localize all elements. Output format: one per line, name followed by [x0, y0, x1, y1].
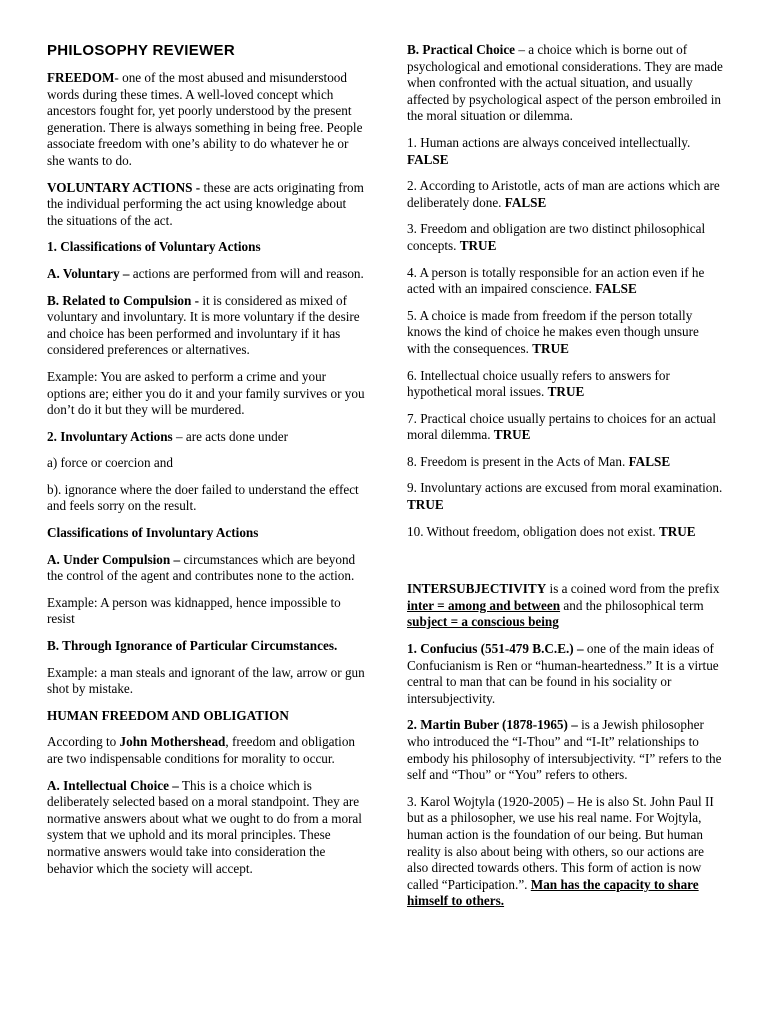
right-column [407, 42, 723, 920]
quiz-question: 4. A person is totally responsible for an action even if he acted with an impaired conscience. [407, 264, 705, 297]
quiz-item [407, 221, 723, 254]
quiz-question: 6. Intellectual choice usually refers to answers for hypothetical moral issues. [407, 367, 670, 400]
quiz-answer: FALSE [628, 453, 671, 469]
voluntary-actions-text: these are acts originating from the individual performing the act using knowledge about the situations of the act. [47, 179, 364, 228]
quiz-answer: TRUE [547, 384, 585, 400]
quiz-item [407, 308, 723, 358]
voluntary-a-text: actions are performed from will and reason. [129, 265, 364, 281]
quiz-question: 10. Without freedom, obligation does not exist. [407, 523, 659, 539]
involuntary-actions-text: – are acts done under [172, 428, 289, 444]
intersubjectivity-paragraph [407, 581, 723, 631]
quiz-answer: FALSE [595, 281, 637, 297]
quiz-item [407, 135, 723, 168]
quiz-question: 1. Human actions are always conceived intellectually. [407, 134, 691, 150]
quiz-item [407, 368, 723, 401]
under-compulsion-text: circumstances which are beyond the control of the agent and contributes none to the action. [47, 551, 356, 584]
quiz-answer: TRUE [532, 340, 569, 356]
mothershead-paragraph [47, 734, 365, 767]
compulsion-term: B. Related to Compulsion - [47, 292, 200, 308]
quiz-item [407, 411, 723, 444]
practical-choice-term: B. Practical Choice [407, 42, 516, 57]
freedom-obligation-heading [47, 708, 365, 725]
quiz-question: 5. A choice is made from freedom if the person totally knows the kind of choice he makes even though unsure with the consequences. [407, 307, 699, 356]
voluntary-classifications-heading [47, 239, 365, 256]
under-compulsion-paragraph [47, 552, 365, 585]
buber-text: is a Jewish philosopher who introduced the “I-Thou” and “I-It” relationships to embody his philosophy of intersubjectivity. “I” refers to the self and “Thou” or “You” refers to others. [407, 717, 722, 783]
ignorance-example: Example: a man steals and ignorant of the law, arrow or gun shot by mistake. [47, 664, 365, 697]
involuntary-actions-paragraph [47, 429, 365, 446]
ignorance-term: B. Through Ignorance of Particular Circumstances. [47, 638, 338, 654]
confucius-paragraph [407, 641, 723, 707]
voluntary-actions-paragraph [47, 180, 365, 230]
involuntary-item-a: a) force or coercion and [47, 455, 173, 471]
intellectual-choice-text: This is a choice which is deliberately selected based on a moral standpoint. They are normative answers about what we ought to do from a moral system that we uphold and its moral principles. These normative answers would take into consideration the behavior which the society will accept. [47, 777, 362, 876]
intersubjectivity-term: INTERSUBJECTIVITY [407, 581, 547, 597]
quiz-question: 7. Practical choice usually pertains to choices for an actual moral dilemma. [407, 410, 717, 443]
intersubjectivity-text-1: is a coined word from the prefix [546, 581, 720, 597]
inter-definition: inter = among and between [407, 597, 561, 613]
quiz-answer: FALSE [504, 194, 547, 210]
under-compulsion-term: A. Under Compulsion – [47, 551, 181, 567]
wojtyla-emphasis: Man has the capacity to share himself to others. [407, 876, 699, 909]
quiz-answer: TRUE [459, 237, 497, 253]
page-title: PHILOSOPHY REVIEWER [47, 42, 235, 59]
intellectual-choice-term: A. Intellectual Choice – [47, 777, 179, 793]
buber-paragraph [407, 717, 723, 783]
compulsion-example: Example: You are asked to perform a crime and your options are; either you do it and your family survives or you don’t do it but they will be murdered. [47, 368, 365, 418]
mothershead-pre: According to [47, 734, 120, 750]
quiz-question: 9. Involuntary actions are excused from moral examination. [407, 480, 723, 496]
left-column [47, 42, 365, 887]
quiz-item [407, 454, 723, 471]
intersubjectivity-text-2: and the philosophical term [560, 597, 704, 613]
quiz-answer: FALSE [407, 151, 449, 167]
wojtyla-paragraph [407, 794, 723, 910]
involuntary-classifications-heading-text: Classifications of Involuntary Actions [47, 525, 259, 541]
voluntary-a-term: A. Voluntary – [47, 265, 130, 281]
freedom-obligation-heading-text: HUMAN FREEDOM AND OBLIGATION [47, 707, 289, 723]
voluntary-a-paragraph [47, 266, 365, 283]
wojtyla-text: 3. Karol Wojtyla (1920-2005) – He is also St. John Paul II but as a philosopher, we use his real name. For Wojtyla, human action is the foundation of our being. But human reality is also about being with others, so our actions are also directed towards others. This form of action is now called “Participation.”. [407, 793, 714, 892]
mothershead-post: , freedom and obligation are two indispensable conditions for morality to occur. [47, 734, 356, 766]
quiz-question: 3. Freedom and obligation are two distinct philosophical concepts. [407, 221, 706, 253]
quiz-answer: TRUE [493, 427, 531, 443]
involuntary-item-b: b). ignorance where the doer failed to understand the effect and feels sorry on the result. [47, 481, 359, 514]
quiz-item [407, 524, 723, 541]
buber-term: 2. Martin Buber (1878-1965) – [407, 717, 578, 733]
voluntary-classifications-heading-text: 1. Classifications of Voluntary Actions [47, 239, 261, 255]
compulsion-paragraph [47, 293, 365, 359]
quiz-item [407, 480, 723, 513]
section-spacer [407, 550, 723, 581]
practical-choice-paragraph [407, 42, 723, 125]
freedom-term: FREEDOM [47, 70, 115, 85]
under-compulsion-example: Example: A person was kidnapped, hence impossible to resist [47, 594, 341, 627]
quiz-answer: TRUE [658, 523, 696, 539]
practical-choice-text: – a choice which is borne out of psychological and emotional considerations. They are made when confronted with the actual situation, and usually affected by psychological aspect of the person embroiled in the moral situation or dilemma. [407, 42, 723, 124]
ignorance-heading [47, 638, 365, 655]
involuntary-actions-term: 2. Involuntary Actions [47, 428, 173, 444]
quiz-question: 2. According to Aristotle, acts of man are actions which are deliberately done. [407, 178, 720, 210]
mothershead-name: John Mothershead [119, 734, 226, 750]
confucius-text: one of the main ideas of Confucianism is Ren or “human-heartedness.” It is a virtue central to man that can be found in his sociality or intersubjectivity. [407, 641, 719, 706]
freedom-text: - one of the most abused and misunderstood words during these times. A well-loved concept which ancestors fought for, yet poorly understood by the present generation. There is always something in being free. People associate freedom with one’s ability to do whatever he or she wants to do. [47, 70, 363, 168]
quiz-question: 8. Freedom is present in the Acts of Man. [407, 453, 629, 469]
quiz-item [407, 178, 723, 211]
subject-definition: subject = a conscious being [407, 614, 559, 630]
voluntary-actions-term: VOLUNTARY ACTIONS - [47, 179, 201, 195]
involuntary-classifications-heading [47, 525, 365, 542]
quiz-item [407, 265, 723, 298]
confucius-term: 1. Confucius (551-479 B.C.E.) – [407, 641, 584, 657]
intellectual-choice-paragraph [47, 778, 365, 878]
quiz-answer: TRUE [407, 497, 444, 513]
freedom-paragraph [47, 70, 365, 170]
compulsion-text: it is considered as mixed of voluntary and involuntary. It is more voluntary if the desire and choice has been performed and involuntary if it has considered preferences or alternatives. [47, 292, 360, 358]
